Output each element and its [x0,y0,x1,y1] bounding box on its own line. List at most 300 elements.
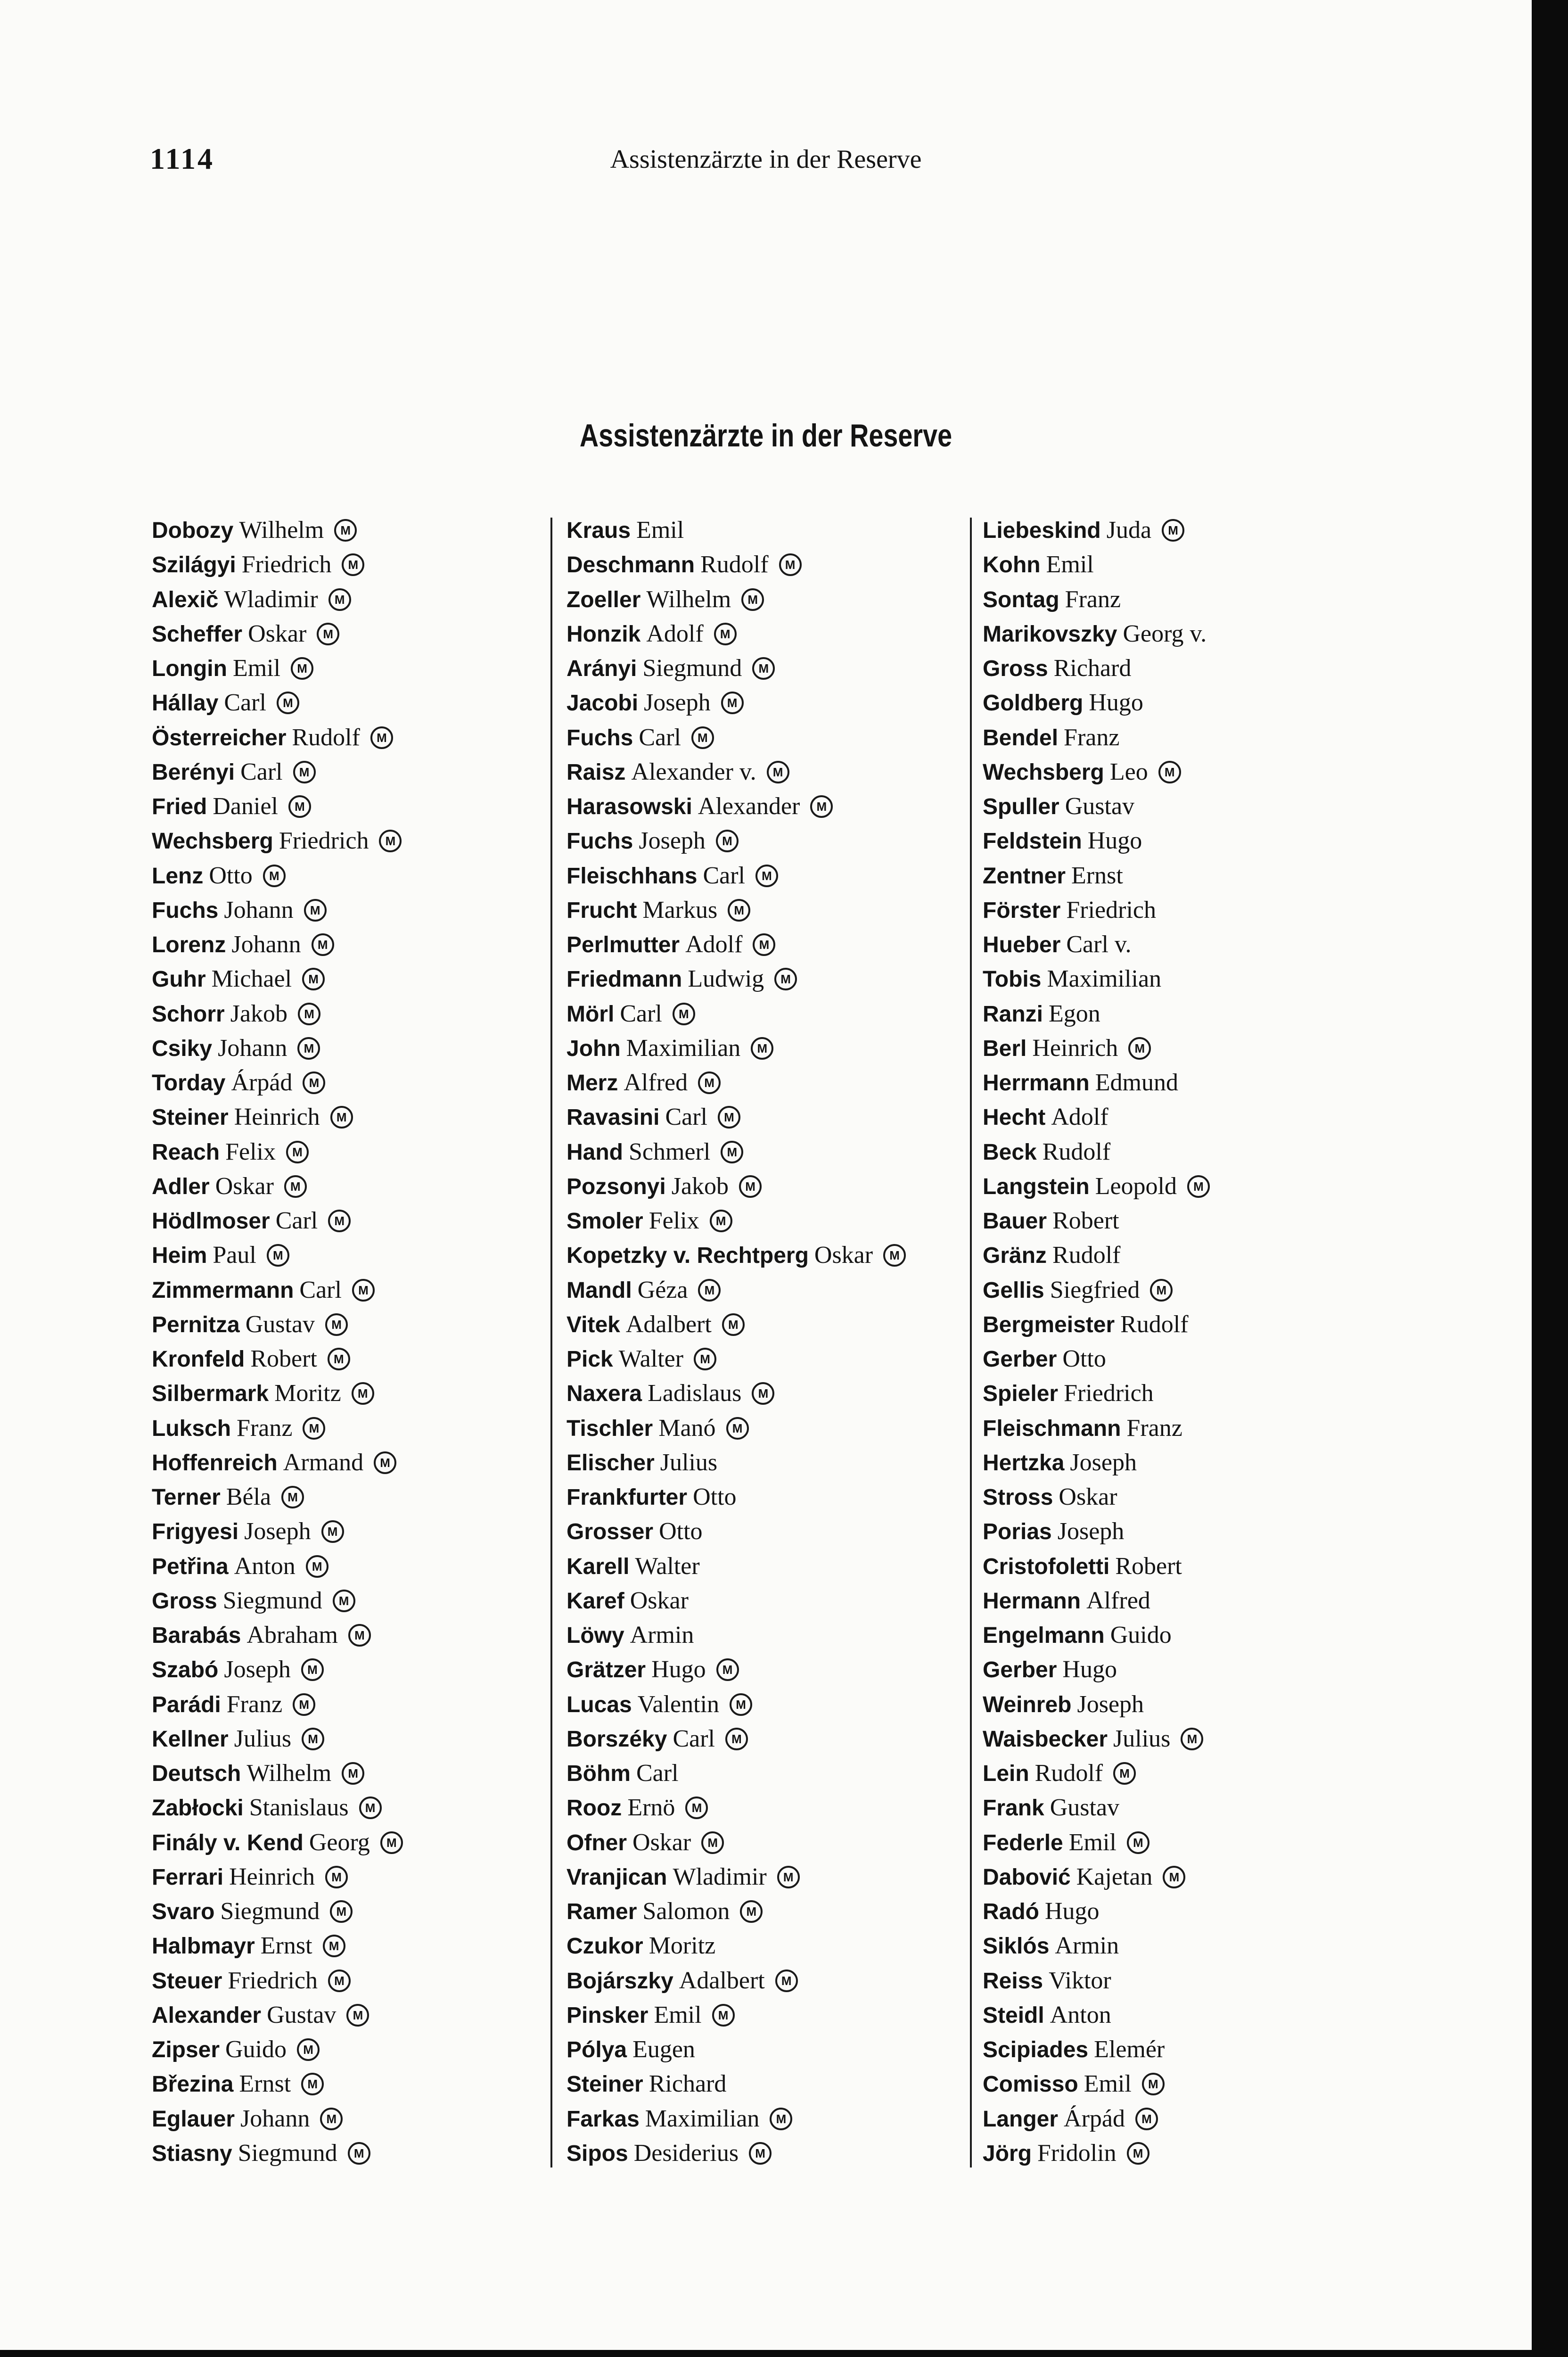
circled-m-icon: M [774,968,797,990]
given-name: Joseph [1077,1690,1144,1718]
circled-m-icon: M [328,1970,351,1992]
surname: Bergmeister [983,1312,1115,1337]
given-name: Johann [231,931,301,958]
surname: Mandl [566,1277,632,1303]
name-entry [566,2102,906,2136]
circled-m-icon: M [716,830,739,852]
given-name: Emil [654,2001,702,2028]
name-entry [566,893,906,927]
name-entry [983,1307,1210,1342]
circled-m-icon: M [303,1071,325,1094]
name-entry [566,962,906,996]
given-name: Felix [649,1207,699,1234]
surname: Arányi [566,656,637,681]
surname: Harasowski [566,794,692,819]
surname: Hand [566,1139,623,1165]
surname: Barabás [152,1623,241,1648]
given-name: Oskar [1059,1483,1117,1510]
given-name: Wilhelm [646,585,731,613]
name-entry [983,1618,1210,1652]
surname: Friedmann [566,967,682,992]
surname: Březina [152,2072,234,2097]
surname: Vranjican [566,1864,667,1890]
given-name: Robert [250,1345,317,1372]
name-entry [566,1894,906,1928]
circled-m-icon: M [749,2142,772,2165]
given-name: Armin [1055,1932,1119,1960]
name-entry [152,1963,403,1998]
given-name: Viktor [1049,1967,1111,1994]
surname: Adler [152,1174,210,1199]
name-entry [566,1583,906,1618]
name-entry [152,1273,403,1307]
name-entry [566,1998,906,2032]
surname: Langstein [983,1174,1090,1199]
surname: Naxera [566,1381,642,1407]
surname: Pozsonyi [566,1174,666,1199]
given-name: Julius [234,1725,292,1752]
name-entry [983,1687,1210,1722]
surname: Reiss [983,1968,1043,1994]
given-name: Franz [237,1414,293,1442]
surname: Beck [983,1139,1037,1165]
surname: Dobozy [152,518,234,543]
name-entry [983,1928,1210,1963]
name-entry [566,1307,906,1342]
given-name: Robert [1115,1552,1182,1580]
given-name: Géza [637,1276,688,1303]
name-entry [566,1549,906,1583]
circled-m-icon: M [297,2038,320,2061]
surname: Frankfurter [566,1485,688,1510]
given-name: Friedrich [228,1967,318,1994]
circled-m-icon: M [370,726,393,749]
circled-m-icon: M [721,1141,743,1163]
surname: Langer [983,2106,1059,2132]
given-name: Rudolf [1052,1242,1121,1269]
given-name: Hugo [651,1656,706,1683]
name-entry [566,582,906,617]
name-entry [152,1238,403,1272]
given-name: Carl [665,1104,707,1131]
surname: Österreicher [152,725,287,750]
given-name: Ernst [1071,862,1123,889]
surname: Luksch [152,1416,231,1441]
given-name: Carl [224,689,266,717]
given-name: Juda [1106,517,1152,544]
surname: Hödlmoser [152,1209,270,1234]
name-entry [566,1135,906,1169]
surname: Szilágyi [152,552,236,578]
name-entry [983,1583,1210,1618]
circled-m-icon: M [277,692,299,714]
given-name: Anton [234,1552,296,1580]
surname: Karell [566,1554,630,1579]
given-name: Adalbert [679,1967,765,1994]
name-entry [983,1756,1210,1790]
given-name: Joseph [224,1656,291,1683]
surname: Mörl [566,1001,615,1027]
given-name: Siegmund [220,1898,320,1925]
surname: Finály v. Kend [152,1830,304,1855]
circled-m-icon: M [304,899,327,922]
circled-m-icon: M [342,553,364,576]
circled-m-icon: M [325,1866,348,1888]
surname: Ranzi [983,1001,1043,1027]
name-entry [566,1376,906,1410]
surname: Hueber [983,932,1061,957]
surname: Hállay [152,691,219,716]
name-entry [152,547,403,582]
given-name: Otto [1062,1345,1106,1372]
circled-m-icon: M [293,761,316,783]
surname: Berényi [152,759,235,785]
surname: Stiasny [152,2141,232,2166]
surname: Steiner [566,2072,643,2097]
given-name: Manó [658,1414,716,1442]
given-name: Eugen [632,2036,695,2063]
name-entry [152,1687,403,1722]
name-entry [566,1411,906,1445]
given-name: Egon [1049,1000,1100,1027]
given-name: Adolf [685,931,743,958]
circled-m-icon: M [297,1037,320,1060]
given-name: Hugo [1089,689,1143,717]
circled-m-icon: M [302,1728,324,1750]
circled-m-icon: M [810,795,833,818]
column-divider [970,518,972,2167]
name-entry [983,789,1210,824]
given-name: Gustav [1065,793,1135,820]
surname: Engelmann [983,1623,1105,1648]
surname: Terner [152,1485,221,1510]
surname: Förster [983,898,1061,923]
given-name: Jakob [230,1000,288,1027]
given-name: Emil [232,655,281,682]
circled-m-icon: M [328,588,351,611]
given-name: Joseph [1070,1449,1137,1476]
name-entry [152,1998,403,2032]
surname: Frigyesi [152,1519,239,1545]
given-name: Rudolf [1042,1138,1111,1165]
given-name: Georg v. [1123,620,1207,647]
given-name: Maximilian [1047,965,1162,993]
name-entry [152,997,403,1031]
circled-m-icon: M [714,623,737,645]
name-entry [983,513,1210,547]
surname: Comisso [983,2072,1078,2097]
surname: Eglauer [152,2106,235,2132]
circled-m-icon: M [1163,1866,1185,1888]
circled-m-icon: M [348,1624,371,1647]
name-entry [152,1100,403,1134]
name-entry [152,1549,403,1583]
given-name: Carl [240,758,283,785]
circled-m-icon: M [726,1417,749,1440]
given-name: Oskar [215,1172,274,1200]
surname: Ferrari [152,1864,224,1890]
given-name: Emil [636,517,684,544]
name-entry [983,1342,1210,1376]
given-name: Daniel [213,793,278,820]
given-name: Jakob [671,1172,729,1200]
circled-m-icon: M [698,1071,721,1094]
circled-m-icon: M [1113,1762,1136,1785]
circled-m-icon: M [267,1244,289,1267]
name-entry [566,1652,906,1687]
surname: Hermann [983,1588,1081,1614]
surname: Fleischmann [983,1416,1121,1441]
circled-m-icon: M [673,1003,695,1025]
name-entry [983,582,1210,617]
name-entry [983,720,1210,755]
surname: Wechsberg [983,759,1104,785]
given-name: Anton [1050,2001,1111,2028]
surname: Smoler [566,1209,643,1234]
given-name: Rudolf [700,551,769,578]
given-name: Julius [1113,1725,1171,1752]
given-name: Friedrich [241,551,332,578]
name-column-1 [152,513,403,2170]
circled-m-icon: M [1150,1279,1173,1302]
surname: Bendel [983,725,1059,750]
name-entry [152,1583,403,1618]
given-name: Maximilian [645,2105,760,2132]
circled-m-icon: M [685,1797,708,1819]
surname: Grätzer [566,1657,646,1683]
surname: Hertzka [983,1450,1065,1475]
given-name: Franz [226,1690,283,1718]
name-entry [983,1169,1210,1203]
circled-m-icon: M [330,1900,353,1923]
given-name: Otto [693,1483,737,1510]
surname: Alexič [152,587,219,612]
name-entry [983,547,1210,582]
given-name: Salomon [642,1898,730,1925]
circled-m-icon: M [694,1348,716,1370]
circled-m-icon: M [739,1175,762,1198]
surname: Rooz [566,1796,622,1821]
surname: Reach [152,1139,220,1165]
given-name: Paul [213,1242,256,1269]
given-name: Carl [275,1207,318,1234]
surname: Kronfeld [152,1347,245,1372]
name-entry [152,962,403,996]
circled-m-icon: M [301,1658,324,1681]
name-entry [983,1100,1210,1134]
given-name: Heinrich [229,1863,315,1890]
name-entry [983,1273,1210,1307]
given-name: Guido [1110,1622,1172,1648]
name-entry [983,617,1210,651]
name-entry [152,1031,403,1065]
circled-m-icon: M [741,588,764,611]
circled-m-icon: M [301,2073,324,2095]
name-entry [566,997,906,1031]
name-entry [152,1169,403,1203]
surname: Ramer [566,1899,637,1924]
name-entry [566,927,906,962]
given-name: Michael [211,965,292,993]
circled-m-icon: M [1128,1037,1151,1060]
surname: Schorr [152,1001,225,1027]
name-entry [152,1203,403,1238]
given-name: Carl [299,1276,342,1303]
name-entry [983,1238,1210,1272]
surname: Bauer [983,1209,1047,1234]
given-name: Armin [630,1622,694,1648]
name-entry [983,1963,1210,1998]
name-entry [152,858,403,893]
given-name: Carl [636,1760,679,1787]
name-entry [152,1618,403,1652]
circled-m-icon: M [691,726,714,749]
surname: Jacobi [566,691,639,716]
given-name: Carl [639,724,681,751]
given-name: Leopold [1095,1172,1177,1200]
given-name: Béla [226,1483,271,1510]
surname: Tischler [566,1416,653,1441]
name-entry [152,2136,403,2170]
circled-m-icon: M [1158,761,1181,783]
surname: Csiky [152,1036,213,1061]
circled-m-icon: M [291,657,313,680]
circled-m-icon: M [1162,519,1184,542]
surname: Gellis [983,1277,1044,1303]
given-name: Siegmund [238,2139,337,2167]
surname: Spieler [983,1381,1059,1407]
surname: Honzik [566,621,641,647]
given-name: Valentin [637,1690,720,1718]
surname: Waisbecker [983,1726,1108,1752]
name-entry [983,1514,1210,1549]
surname: Pick [566,1347,613,1372]
circled-m-icon: M [1142,2073,1165,2095]
given-name: Wilhelm [239,517,324,544]
surname: Gerber [983,1657,1057,1683]
given-name: Heinrich [1032,1034,1118,1062]
surname: Karef [566,1588,624,1614]
circled-m-icon: M [751,1037,773,1060]
name-entry [152,720,403,755]
name-entry [566,1342,906,1376]
name-entry [566,1790,906,1825]
surname: Löwy [566,1623,624,1648]
circled-m-icon: M [753,933,775,956]
surname: Vitek [566,1312,620,1337]
name-entry [983,1135,1210,1169]
name-entry [566,1169,906,1203]
given-name: Rudolf [292,724,360,751]
surname: Kopetzky v. Rechtperg [566,1243,809,1269]
name-entry [152,1307,403,1342]
circled-m-icon: M [323,1935,345,1957]
surname: Perlmutter [566,932,680,957]
name-entry [983,893,1210,927]
circled-m-icon: M [302,968,325,990]
surname: Fleischhans [566,863,698,889]
name-column-2 [566,513,906,2170]
name-entry [566,1238,906,1272]
given-name: Gustav [1050,1794,1120,1821]
surname: Deschmann [566,552,695,578]
given-name: Ernö [627,1794,675,1821]
circled-m-icon: M [718,1106,740,1129]
name-entry [983,1376,1210,1410]
surname: Merz [566,1071,618,1096]
circled-m-icon: M [348,2142,370,2165]
name-entry [983,824,1210,858]
name-entry [566,1480,906,1514]
name-entry [152,651,403,685]
given-name: Siegmund [642,655,742,682]
given-name: Árpád [231,1069,293,1096]
given-name: Schmerl [629,1138,711,1165]
name-entry [566,1687,906,1722]
circled-m-icon: M [325,1313,348,1336]
name-entry [566,789,906,824]
surname: Herrmann [983,1071,1090,1096]
given-name: Carl [703,862,745,889]
given-name: Rudolf [1034,1760,1103,1787]
name-entry [566,617,906,651]
surname: Gross [152,1588,217,1614]
name-entry [983,962,1210,996]
circled-m-icon: M [722,1313,745,1336]
circled-m-icon: M [728,899,750,922]
name-entry [152,685,403,720]
name-entry [983,1480,1210,1514]
name-entry [983,997,1210,1031]
section-title: Assistenzärzte in der Reserve [579,418,952,453]
given-name: Elemér [1094,2036,1165,2063]
given-name: Joseph [244,1518,311,1545]
surname: Frucht [566,898,637,923]
given-name: Wladimir [224,585,318,613]
circled-m-icon: M [374,1451,396,1474]
page-header [0,141,1532,198]
surname: Heim [152,1243,207,1269]
surname: Raisz [566,759,626,785]
given-name: Emil [1084,2070,1132,2098]
circled-m-icon: M [755,865,778,887]
name-entry [566,1756,906,1790]
circled-m-icon: M [725,1728,748,1750]
name-entry [152,824,403,858]
name-entry [983,2102,1210,2136]
name-entry [152,893,403,927]
circled-m-icon: M [777,1866,800,1888]
given-name: Joseph [1057,1518,1125,1545]
circled-m-icon: M [752,657,775,680]
surname: Federle [983,1830,1063,1855]
circled-m-icon: M [770,2108,792,2130]
surname: Hecht [983,1105,1046,1130]
given-name: Alfred [1086,1587,1150,1614]
surname: Spuller [983,794,1059,819]
surname: Gross [983,656,1048,681]
circled-m-icon: M [740,1900,763,1923]
given-name: Walter [618,1345,684,1372]
name-entry [566,1928,906,1963]
name-entry [152,1342,403,1376]
given-name: Árpád [1064,2105,1125,2132]
surname: Goldberg [983,691,1084,716]
surname: Gerber [983,1347,1057,1372]
circled-m-icon: M [716,1658,739,1681]
name-entry [152,1860,403,1894]
surname: Deutsch [152,1761,241,1786]
